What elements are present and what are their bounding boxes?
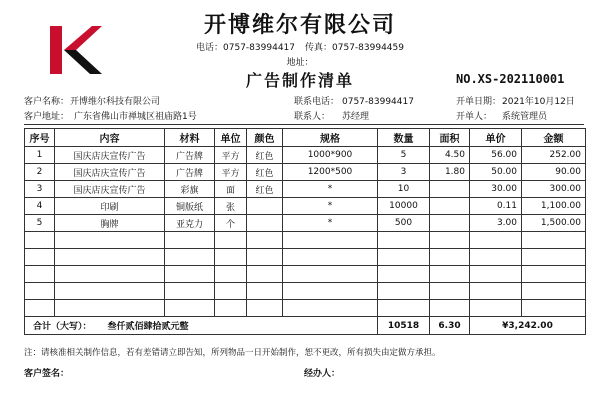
table-cell: 0.11 [470,198,522,215]
table-cell [55,283,165,300]
customer-addr: 广东省佛山市禅城区祖庙路1号 [74,112,197,122]
table-cell [522,266,586,283]
col-header: 单价 [470,129,522,147]
phone-value: 0757-83994417 [223,43,295,53]
table-cell [25,283,55,300]
table-cell [165,300,215,317]
table-row [25,164,586,181]
table-cell: 252.00 [522,147,586,164]
table-cell [283,232,378,249]
table-cell [215,249,247,266]
table-cell [470,283,522,300]
table-cell: 5 [25,215,55,232]
table-cell [430,283,470,300]
phone-label: 电话： [196,43,224,53]
issuer: 系统管理员 [502,112,548,122]
table-cell [25,300,55,317]
table-cell: 3.00 [470,215,522,232]
table-row [25,198,586,215]
table-cell: 红色 [247,164,283,181]
table-cell: 1,100.00 [522,198,586,215]
table-cell: 90.00 [522,164,586,181]
col-header: 金额 [522,129,586,147]
col-header: 序号 [25,129,55,147]
table-cell [283,249,378,266]
table-cell [522,249,586,266]
col-header: 单位 [215,129,247,147]
table-cell [55,266,165,283]
customer-name: 开博维尔科技有限公司 [70,97,161,107]
col-header: 数量 [378,129,430,147]
table-cell [165,232,215,249]
table-cell [430,249,470,266]
table-cell [470,300,522,317]
table-cell [55,300,165,317]
order-table [24,128,586,335]
document-number: NO.XS-202110001 [456,72,565,86]
col-header: 颜色 [247,129,283,147]
table-cell [470,232,522,249]
table-cell: 红色 [247,181,283,198]
date-label: 开单日期： [456,97,502,107]
address-line: 地址： [286,58,314,68]
table-cell: 3 [25,181,55,198]
table-cell [247,266,283,283]
handler-label: 经办人： [304,369,341,379]
table-cell: 500 [378,215,430,232]
table-cell: 彩旗 [165,181,215,198]
table-cell: 广告牌 [165,147,215,164]
table-cell: * [283,215,378,232]
table-cell [378,249,430,266]
table-cell: 10 [378,181,430,198]
table-cell [378,283,430,300]
table-cell: 1.80 [430,164,470,181]
table-cell: 国庆店庆宣传广告 [55,147,165,164]
contact-person: 苏经理 [342,112,370,122]
contact-line [0,40,600,53]
table-cell: 1 [25,147,55,164]
table-row [25,300,586,317]
table-cell: 3 [378,164,430,181]
table-row [25,266,586,283]
customer-signature-label: 客户签名： [24,369,70,379]
table-cell: 张 [215,198,247,215]
table-cell [165,249,215,266]
table-cell [522,300,586,317]
table-cell [247,249,283,266]
customer-name-label: 客户名称： [24,97,70,107]
table-cell [430,266,470,283]
table-cell [470,266,522,283]
table-cell [247,283,283,300]
table-cell [378,232,430,249]
company-name: 开博维尔有限公司 [203,12,396,38]
table-cell [247,300,283,317]
table-cell: 平方 [215,147,247,164]
total-row [25,317,586,335]
table-cell: 胸牌 [55,215,165,232]
table-cell [283,300,378,317]
total-amount-words: 叁仟贰佰肆拾贰元整 [107,322,189,332]
table-cell: 30.00 [470,181,522,198]
table-cell [470,249,522,266]
fax-label: 传真： [305,43,333,53]
table-cell [430,300,470,317]
table-cell: 印刷 [55,198,165,215]
table-cell [25,249,55,266]
table-cell: 4.50 [430,147,470,164]
contact-phone-label: 联系电话： [294,97,340,107]
table-cell [215,266,247,283]
total-caps-cell [25,317,378,335]
table-cell: 10000 [378,198,430,215]
issue-date: 2021年10月12日 [502,97,575,107]
table-cell: 56.00 [470,147,522,164]
table-cell: 平方 [215,164,247,181]
table-cell: 1,500.00 [522,215,586,232]
table-cell [378,300,430,317]
total-amount: ¥3,242.00 [470,317,586,335]
table-row [25,147,586,164]
fax-value: 0757-83994459 [332,43,404,53]
table-cell [165,266,215,283]
table-cell [247,232,283,249]
document-title: 广告制作清单 [245,71,354,90]
table-cell [247,215,283,232]
disclaimer-note: 注：请核准相关制作信息，若有差错请立即告知，所列物品一日开始制作，恕不更改，所有损失由定做方承担。 [24,348,441,358]
table-cell: 面 [215,181,247,198]
table-cell: * [283,181,378,198]
table-cell [25,266,55,283]
table-cell [55,232,165,249]
table-cell: 国庆店庆宣传广告 [55,181,165,198]
table-row [25,215,586,232]
table-header-row [25,129,586,147]
table-cell: 1200*500 [283,164,378,181]
table-cell [247,198,283,215]
col-header: 规格 [283,129,378,147]
table-cell [522,232,586,249]
info-row-2 [24,111,584,124]
table-cell: 广告牌 [165,164,215,181]
table-row [25,249,586,266]
table-cell: 5 [378,147,430,164]
table-cell: 红色 [247,147,283,164]
table-row [25,232,586,249]
issuer-label: 开单人： [456,112,493,122]
info-row-1 [24,96,584,109]
table-cell: * [283,198,378,215]
table-cell [430,232,470,249]
table-cell: 个 [215,215,247,232]
table-row [25,283,586,300]
table-cell [25,232,55,249]
table-cell [55,249,165,266]
col-header: 面积 [430,129,470,147]
table-cell [283,283,378,300]
table-cell [378,266,430,283]
table-cell [430,181,470,198]
total-quantity: 10518 [378,317,430,335]
total-area: 6.30 [430,317,470,335]
table-cell [522,283,586,300]
total-label: 合计（大写）： [33,322,92,332]
table-cell [165,283,215,300]
contact-phone: 0757-83994417 [342,97,414,107]
table-cell [283,266,378,283]
table-cell [430,215,470,232]
table-cell [215,283,247,300]
table-cell [430,198,470,215]
table-cell: 1000*900 [283,147,378,164]
table-cell: 50.00 [470,164,522,181]
table-cell [215,232,247,249]
table-cell: 国庆店庆宣传广告 [55,164,165,181]
table-cell: 300.00 [522,181,586,198]
table-cell [215,300,247,317]
table-cell: 铜版纸 [165,198,215,215]
col-header: 材料 [165,129,215,147]
table-cell: 4 [25,198,55,215]
contact-label: 联系人： [294,112,331,122]
table-cell: 2 [25,164,55,181]
customer-addr-label: 客户地址： [24,112,70,122]
table-cell: 亚克力 [165,215,215,232]
table-row [25,181,586,198]
col-header: 内容 [55,129,165,147]
